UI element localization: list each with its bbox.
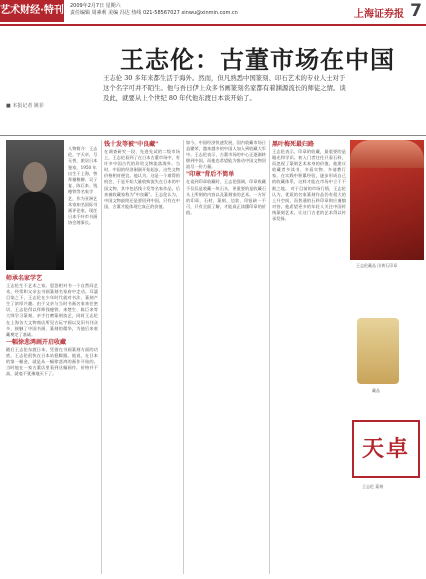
header-rule — [0, 24, 426, 26]
subhead: 师承名家学艺 — [6, 275, 43, 282]
portrait-photo — [6, 140, 64, 270]
portrait-body — [14, 192, 56, 270]
page-number: 7 — [410, 1, 422, 21]
seal-caption: 王志伦藏品 田黄石印章 — [356, 263, 398, 268]
column-divider — [269, 140, 270, 574]
portrait-face — [23, 162, 47, 192]
body-text: 王志伦表示，印章的收藏，最重要的是眼光和学识。初入门者往往只看石料，而忽视了篆刻艺术本身的价值。他建议收藏者多读书、多看实物、多请教行家，在实践中积累经验，逐步形成自己的收藏体系，这样才能在市场中立于不败之地。 — [272, 149, 346, 191]
column-3 — [186, 140, 266, 574]
body-text: 对于目前的市场行情，王志伦认为，优质的名家篆刻作品仍有很大的上升空间，而普通的石料印章则应谨慎对待。他希望更多的年轻人关注中国传统篆刻艺术，让这门古老的艺术得以传承发扬。 — [272, 185, 346, 222]
body-text: 随后王志伦东渡日本，凭借在书画篆刻方面的功底，王志伦很快在日本站稳脚跟。他说，在日本的第一桶金，就是从一幅徐悲鸿的画作开始的。当时他在一家古董店里看到这幅画作，价格并不高，就毫不犹豫地买下了。 — [6, 346, 98, 377]
section-label: 艺术财经·特刊 — [0, 0, 64, 22]
newspaper-brand: 上海证券报 — [354, 9, 404, 20]
editor-credits: 责任编辑 周素莉 美编 冯达 热线 021-58567027 xinwu@xinmin.com.cn — [70, 10, 238, 16]
body-text: 如今，中国经济快速发展，国内收藏市场日益繁荣，越来越多的中国人加入到收藏大军中。王志伦表示，古董市场的中心正逐渐转移到中国，而他也希望能为推动中国文物回流尽一份力量。 — [186, 140, 266, 170]
subhead: 钱十发等被"中良藏" — [104, 141, 159, 148]
subhead: 黑叶梅死最归路 — [272, 141, 315, 148]
seal-impression: 天卓 — [352, 420, 420, 478]
author-line: ■ 本报记者 姚菲 — [6, 103, 44, 109]
page-header — [0, 0, 426, 24]
subhead: 一幅徐悲鸿画开启收藏 — [6, 338, 67, 346]
seal-photo-small — [357, 318, 399, 384]
portrait-caption: 人物简介：王志伦，字天卓，号无兽，旅居日本鉴家，1950 年出生于上海，曾拜谢稚柳、吴子复、陈巨来、钱瘦铁等名家学艺，作为亚洲艺术家知名国际书画评论家，现任日本千叶市书画协会理事长。 — [68, 146, 98, 226]
seal-knob — [350, 140, 424, 168]
issue-date: 2009年2月7日 星期六 — [70, 3, 121, 9]
article-title: 王志伦：古董市场在中国 — [120, 46, 395, 74]
column-divider — [183, 140, 184, 574]
seal-photo-large — [350, 140, 424, 260]
subhead: "印章"背后不简单 — [186, 171, 235, 179]
body-text: 王志伦生于艺术之家。恩怨相对书一个自然同艺术，经常和父亲去书画篆刻名家府中走动。耳濡目染之下，王志伦在少年时代就对书法、篆刻产生了浓厚兴趣。由于父亲与当时书画名家来往密切，王志伦得以拜师钱瘦铁、来楚生、陈巨来等大师学习篆刻，亲手打磨篆刻技艺，同时王志伦在上海各大文物商店所见古玩字画以及旧书刊众多，接触了中国书画、篆刻的精华，为他后来收藏奠定了基础。 — [6, 283, 98, 337]
body-text: 在谈到印章收藏时，王志伦强调，印章收藏不仅仅是收藏一块石头，更重要的是收藏石头上所刻的内容以及篆刻家的艺术。一方好的印章，石材、篆刻、边款、印钮缺一不可，只有全面了解，才能真正读懂印章的价值。 — [186, 179, 266, 215]
column-4 — [272, 140, 346, 574]
body-text: 在调查研究一段、先进先试的二级市场上，王志伦看到了在日本古董市场中，有许多中国古代的珍贵文物流落海外。当时，中国的经济刚刚开始起步，这些文物价格相对便宜。他认为，这是一个难得的机会，于是开始大量收购流失在日本的中国文物，其中包括钱十发等名家作品，后来被收藏家称为"中良藏"。王志伦认为，中国文物最终还是要回到中国，只有在中国，古董才能体现它真正的价值。 — [104, 149, 180, 209]
seal-caption-small: 藏品 — [372, 388, 380, 393]
section-divider — [0, 135, 426, 136]
issue-meta — [70, 3, 238, 17]
stamp-caption: 王志伦 篆刻 — [362, 484, 384, 489]
column-2 — [104, 140, 180, 574]
article-lead: 王志伦 30 多年来都生活于海外。然而，但凡熟悉中国篆刻、印石艺术的专业人士对于这个名字可并不陌生。他与吾日伊上众多书画篆刻名家都有着渊源流长的师徒之情。谈及此，就要从上个世纪 80 年代他东渡日本谈开始了。 — [103, 74, 346, 102]
column-divider — [101, 140, 102, 574]
column-1 — [6, 274, 98, 574]
